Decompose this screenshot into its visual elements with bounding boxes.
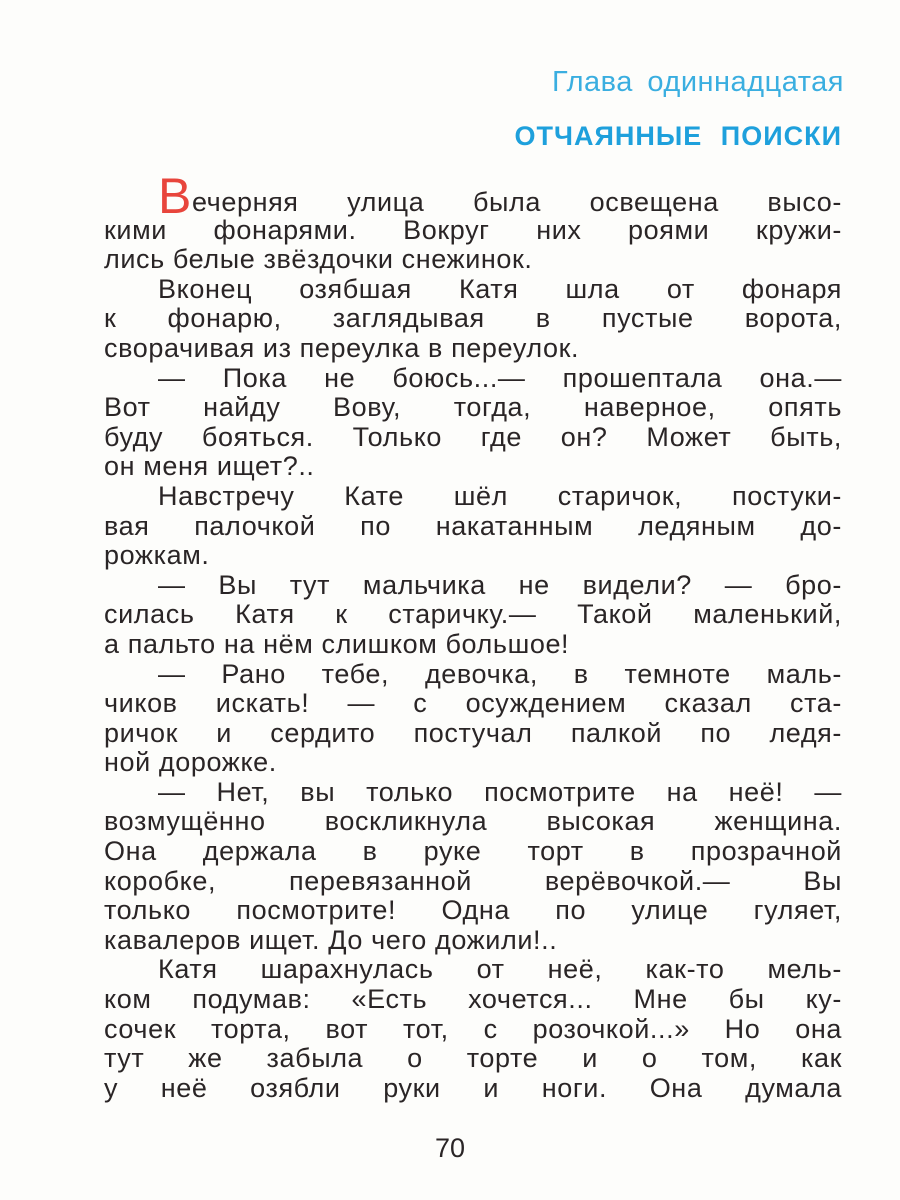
text-line-content: ной дорожке.	[104, 747, 277, 778]
text-line	[104, 1044, 842, 1074]
text-line-content: — Нет, вы только посмотрите на неё! —	[158, 776, 842, 807]
text-line	[104, 926, 842, 956]
text-line	[104, 660, 842, 690]
text-line-content: силась Катя к старичку.— Такой маленький,	[104, 599, 842, 630]
text-line-content: Катя шарахнулась от неё, как-то мель-	[158, 954, 842, 985]
text-line-content: возмущённо воскликнула высокая женщина.	[104, 806, 842, 837]
text-line-content: вая палочкой по накатанным ледяным до-	[104, 510, 842, 541]
text-line	[104, 216, 842, 246]
text-line-content: у неё озябли руки и ноги. Она думала	[104, 1072, 842, 1103]
text-line-content: кими фонарями. Вокруг них роями кружи-	[104, 214, 842, 245]
text-line-content: Вот найду Вову, тогда, наверное, опять	[104, 392, 842, 423]
text-line-content: рожкам.	[104, 540, 210, 571]
text-line	[104, 571, 842, 601]
chapter-label: Глава одиннадцатая	[552, 66, 844, 98]
chapter-title: ОТЧАЯННЫЕ ПОИСКИ	[514, 121, 842, 151]
text-line-content: коробке, перевязанной верёвочкой.— Вы	[104, 865, 842, 896]
text-line	[104, 837, 842, 867]
text-line	[104, 955, 842, 985]
text-line	[104, 985, 842, 1015]
text-line-content: лись белые звёздочки снежинок.	[104, 244, 533, 275]
text-line	[104, 778, 842, 808]
text-line-content: сворачивая из переулка в переулок.	[104, 332, 580, 363]
text-line	[104, 245, 842, 275]
text-line-content: к фонарю, заглядывая в пустые ворота,	[104, 303, 842, 334]
text-line	[104, 423, 842, 453]
text-line	[104, 334, 842, 364]
text-line	[104, 867, 842, 897]
text-line	[104, 896, 842, 926]
text-line	[104, 748, 842, 778]
text-line	[104, 1015, 842, 1045]
text-line	[104, 541, 842, 571]
text-line-content: Вконец озябшая Катя шла от фонаря	[158, 273, 842, 304]
body-text	[104, 168, 842, 1103]
text-line	[104, 807, 842, 837]
text-line-content: ком подумав: «Есть хочется... Мне бы ку-	[104, 984, 842, 1015]
text-line-content: только посмотрите! Одна по улице гуляет,	[104, 895, 842, 926]
text-line-content: — Пока не боюсь...— прошептала она.—	[158, 362, 842, 393]
text-line-content: а пальто на нём слишком большое!	[104, 628, 570, 659]
text-line-content: — Рано тебе, девочка, в темноте маль-	[158, 658, 842, 689]
text-line	[104, 304, 842, 334]
text-line-content: тут же забыла о торте и о том, как	[104, 1043, 842, 1074]
text-line-content: чиков искать! — с осуждением сказал ста-	[104, 688, 842, 719]
text-line	[104, 719, 842, 749]
text-line-content: — Вы тут мальчика не видели? — бро-	[158, 569, 842, 600]
text-line-content: Она держала в руке торт в прозрачной	[104, 836, 842, 867]
text-line	[104, 600, 842, 630]
text-line	[104, 393, 842, 423]
text-line	[104, 275, 842, 305]
text-line-content: сочек торта, вот тот, с розочкой...» Но она	[104, 1013, 842, 1044]
text-line	[104, 482, 842, 512]
text-line-content: кавалеров ищет. До чего дожили!..	[104, 924, 558, 955]
text-line	[104, 168, 842, 224]
text-line	[104, 452, 842, 482]
text-line-rest: ечерняя улица была освещена высо-	[191, 187, 842, 217]
drop-cap: В	[158, 168, 192, 224]
text-line	[104, 512, 842, 542]
text-line	[104, 1074, 842, 1104]
text-line	[104, 689, 842, 719]
text-line-content: буду бояться. Только где он? Может быть,	[104, 421, 842, 452]
text-line-content	[158, 168, 842, 224]
text-line-content: он меня ищет?..	[104, 451, 315, 482]
text-line-content: ричок и сердито постучал палкой по ледя-	[104, 717, 842, 748]
text-line	[104, 364, 842, 394]
text-line	[104, 630, 842, 660]
text-line-content: Навстречу Кате шёл старичок, постуки-	[158, 480, 842, 511]
page-number: 70	[434, 1133, 466, 1163]
